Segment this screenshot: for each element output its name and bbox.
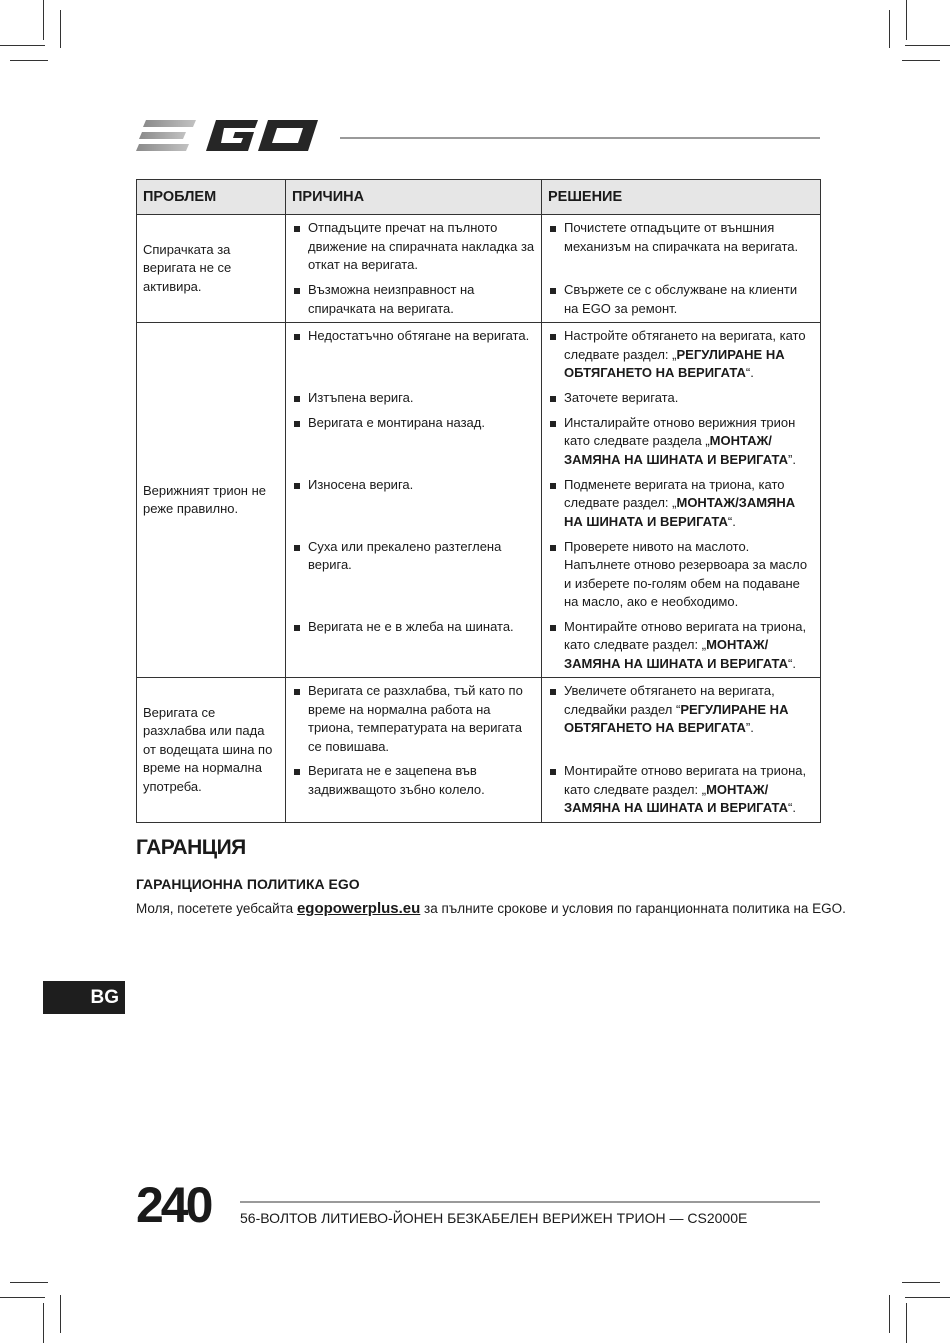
warranty-text-start: Моля, посетете уебсайта xyxy=(136,901,297,916)
crop-mark xyxy=(10,60,48,61)
solution-item: Подменете веригата на триона, като следвате раздел: „МОНТАЖ/ЗАМЯНА НА ШИНАТА И ВЕРИГАТА“. xyxy=(548,476,815,532)
warranty-heading: ГАРАНЦИЯ xyxy=(136,836,246,859)
crop-mark xyxy=(905,1297,950,1298)
solution-item: Свържете се с обслужване на клиенти на EGO за ремонт. xyxy=(548,281,815,318)
problem-cell: Верижният трион не реже правилно. xyxy=(137,323,286,678)
crop-mark xyxy=(902,60,940,61)
crop-mark xyxy=(906,1303,907,1343)
cause-cell xyxy=(286,323,542,678)
table-row xyxy=(137,323,821,678)
table-row xyxy=(137,215,821,323)
crop-mark xyxy=(889,10,890,48)
crop-mark xyxy=(43,1303,44,1343)
cause-item: Веригата не е зацепена във задвижващото зъбно колело. xyxy=(292,762,536,799)
crop-mark xyxy=(60,1295,61,1333)
header-rule xyxy=(340,137,820,139)
solution-cell xyxy=(542,323,821,678)
solution-column-header: РЕШЕНИЕ xyxy=(542,180,821,215)
solution-item: Заточете веригата. xyxy=(548,389,815,408)
table-row xyxy=(137,678,821,823)
cause-item: Суха или прекалено разтеглена верига. xyxy=(292,538,536,612)
troubleshooting-table xyxy=(136,179,821,823)
footer-product-title: 56-ВОЛТОВ ЛИТИЕВО-ЙОНЕН БЕЗКАБЕЛЕН ВЕРИЖЕН ТРИОН — CS2000E xyxy=(240,1210,748,1226)
solution-item: Инсталирайте отново верижния трион като следвате раздела „МОНТАЖ/ ЗАМЯНА НА ШИНАТА И ВЕРИГАТА”. xyxy=(548,414,815,470)
crop-mark xyxy=(60,10,61,48)
solution-item: Настройте обтягането на веригата, като следвате раздел: „РЕГУЛИРАНЕ НА ОБТЯГАНЕТО НА ВЕРИГАТА“. xyxy=(548,327,815,383)
solution-item: Монтирайте отново веригата на триона, като следвате раздел: „МОНТАЖ/ ЗАМЯНА НА ШИНАТА И ВЕРИГАТА“. xyxy=(548,618,815,674)
solution-cell xyxy=(542,215,821,323)
crop-mark xyxy=(889,1295,890,1333)
solution-item: Почистете отпадъците от външния механизъм на спирачката на веригата. xyxy=(548,219,815,275)
cause-cell xyxy=(286,215,542,323)
solution-item: Увеличете обтягането на веригата, следвайки раздел “РЕГУЛИРАНЕ НА ОБТЯГАНЕТО НА ВЕРИГАТА”. xyxy=(548,682,815,756)
cause-item: Износена верига. xyxy=(292,476,536,532)
cause-item: Възможна неизправност на спирачката на веригата. xyxy=(292,281,536,318)
table-header-row xyxy=(137,180,821,215)
crop-mark xyxy=(902,1282,940,1283)
language-tab: BG xyxy=(43,981,125,1014)
cause-item: Недостатъчно обтягане на веригата. xyxy=(292,327,536,383)
crop-mark xyxy=(43,0,44,40)
warranty-text-end: за пълните срокове и условия по гаранционната политика на EGO. xyxy=(420,901,846,916)
crop-mark xyxy=(905,45,950,46)
warranty-policy-subheading: ГАРАНЦИОННА ПОЛИТИКА EGO xyxy=(136,876,360,892)
crop-mark xyxy=(0,1297,45,1298)
solution-item: Проверете нивото на маслото. Напълнете отново резервоара за масло и изберете по-голям обем на подаване на масло, ако е необходимо. xyxy=(548,538,815,612)
problem-cell: Веригата се разхлабва или пада от водещата шина по време на нормална употреба. xyxy=(137,678,286,823)
footer-rule xyxy=(240,1201,820,1203)
solution-item: Монтирайте отново веригата на триона, като следвате раздел: „МОНТАЖ/ ЗАМЯНА НА ШИНАТА И ВЕРИГАТА“. xyxy=(548,762,815,818)
warranty-paragraph xyxy=(136,900,846,917)
solution-cell xyxy=(542,678,821,823)
cause-item: Веригата е монтирана назад. xyxy=(292,414,536,470)
cause-item: Изтъпена верига. xyxy=(292,389,536,408)
ego-logo xyxy=(136,114,322,158)
problem-cell: Спирачката за веригата не се активира. xyxy=(137,215,286,323)
website-link[interactable]: egopowerplus.eu xyxy=(296,900,421,917)
cause-item: Веригата не е в жлеба на шината. xyxy=(292,618,536,637)
crop-mark xyxy=(10,1282,48,1283)
cause-item: Отпадъците пречат на пълното движение на спирачната накладка за откат на веригата. xyxy=(292,219,536,275)
cause-item: Веригата се разхлабва, тъй като по време на нормална работа на триона, температурата на веригата се повишава. xyxy=(292,682,536,756)
crop-mark xyxy=(0,45,45,46)
page-number: 240 xyxy=(136,1177,211,1233)
cause-column-header: ПРИЧИНА xyxy=(286,180,542,215)
crop-mark xyxy=(906,0,907,40)
cause-cell xyxy=(286,678,542,823)
problem-column-header: ПРОБЛЕМ xyxy=(137,180,286,215)
